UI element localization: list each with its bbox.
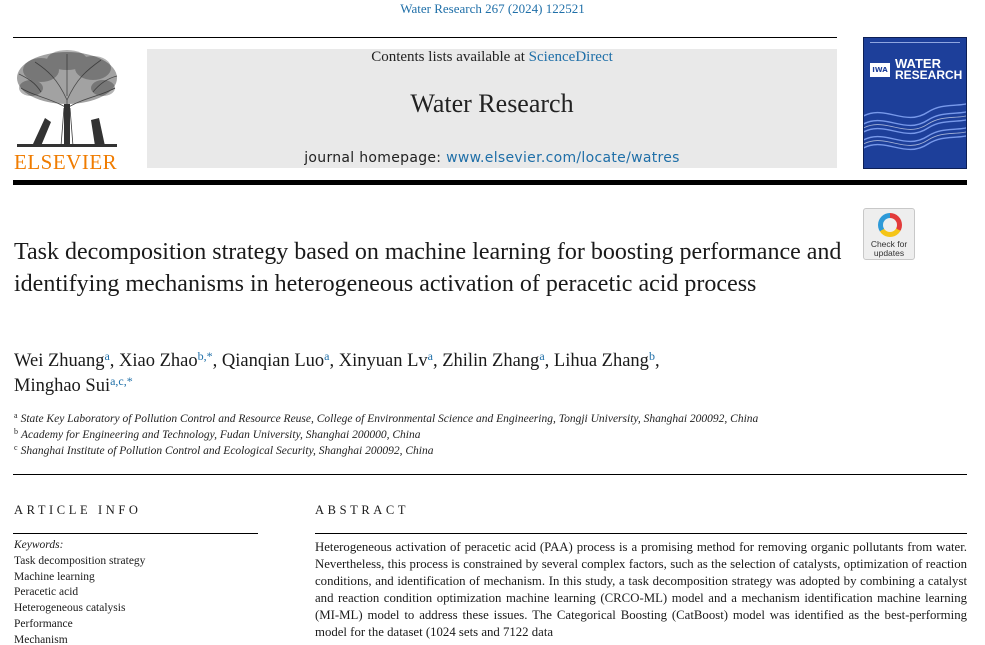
article-info-rule — [13, 533, 258, 534]
author-affil-mark[interactable]: a — [427, 349, 433, 363]
affiliation-item — [14, 427, 914, 443]
author-affil-mark[interactable]: b — [648, 349, 655, 363]
author-affil-mark[interactable]: a,c,* — [110, 374, 133, 388]
affiliation-text: State Key Laboratory of Pollution Control and Resource Reuse, College of Environmental Science and Engineering, Tongji University, Shanghai 200092, China — [20, 413, 759, 425]
author-sep: , — [212, 351, 222, 371]
author-affil-mark[interactable]: a — [539, 349, 545, 363]
journal-citation[interactable]: Water Research 267 (2024) 122521 — [400, 1, 585, 16]
affiliation-key: c — [14, 443, 18, 452]
author-name[interactable]: Qianqian Luo — [221, 351, 325, 371]
author-name[interactable]: Xiao Zhao — [119, 351, 198, 371]
badge-label — [864, 240, 914, 258]
contents-prefix: Contents lists available at — [371, 49, 529, 65]
author[interactable] — [554, 351, 660, 371]
contents-line — [147, 49, 837, 66]
affiliation-item — [14, 411, 914, 427]
keywords-label: Keywords: — [14, 539, 64, 551]
cover-top-rule — [870, 42, 960, 46]
author[interactable] — [222, 351, 339, 371]
elsevier-wordmark: ELSEVIER — [14, 150, 118, 174]
author-affil-mark[interactable]: a — [324, 349, 330, 363]
keyword-item: Mechanism — [14, 633, 68, 645]
author[interactable] — [339, 351, 442, 371]
cover-title-line1: WATER — [895, 56, 941, 71]
affiliation-key: b — [14, 427, 18, 436]
header-rule — [13, 37, 837, 38]
check-for-updates-badge[interactable] — [863, 208, 915, 260]
author[interactable] — [14, 376, 133, 396]
keyword-item: Performance — [14, 617, 73, 630]
sciencedirect-link[interactable]: ScienceDirect — [528, 49, 613, 65]
author-sep: , — [329, 351, 339, 371]
journal-name: Water Research — [410, 89, 574, 118]
author-sep: , — [109, 351, 120, 371]
affiliation-item — [14, 443, 914, 459]
author-name[interactable]: Xinyuan Lv — [338, 351, 428, 371]
journal-masthead — [147, 49, 837, 168]
iwa-logo: IWA — [870, 63, 890, 77]
abstract-rule — [315, 533, 967, 534]
author-name[interactable]: Wei Zhuang — [14, 351, 105, 371]
author[interactable] — [14, 351, 119, 371]
badge-line1: Check for — [870, 239, 908, 249]
abstract-heading: ABSTRACT — [315, 503, 410, 517]
affiliation-key: a — [14, 411, 18, 420]
author-list — [14, 349, 844, 399]
journal-homepage — [147, 150, 837, 166]
affiliation-text: Academy for Engineering and Technology, Fudan University, Shanghai 200000, China — [21, 429, 421, 441]
keyword-item: Task decomposition strategy — [14, 554, 146, 567]
homepage-link[interactable]: www.elsevier.com/locate/watres — [446, 150, 680, 166]
cover-wave-art — [864, 88, 967, 169]
keyword-item: Peracetic acid — [14, 586, 79, 599]
article-title: Task decomposition strategy based on machine learning for boosting performance and identifying mechanisms in heterogeneous activation of peracetic acid process — [14, 239, 842, 297]
keyword-item: Machine learning — [14, 570, 95, 583]
author-affil-mark[interactable]: b,* — [197, 349, 213, 363]
author-name[interactable]: Lihua Zhang — [553, 351, 649, 371]
crossmark-icon — [878, 213, 902, 237]
article-info-heading: ARTICLE INFO — [14, 503, 142, 517]
masthead-rule — [13, 180, 967, 185]
homepage-prefix: journal homepage: — [304, 150, 447, 166]
author-sep: , — [432, 351, 443, 371]
author-name[interactable]: Minghao Sui — [14, 376, 111, 396]
author-sep: , — [544, 351, 554, 371]
section-divider — [13, 474, 967, 475]
author[interactable] — [442, 351, 554, 371]
author-name[interactable]: Zhilin Zhang — [442, 351, 540, 371]
cover-title-line2: RESEARCH — [895, 68, 963, 82]
author[interactable] — [119, 351, 222, 371]
author-sep: , — [654, 351, 660, 371]
abstract-text: Heterogeneous activation of peracetic acid (PAA) process is a promising method for removing organic pollutants from water. Nevertheless, this process is constrained by several complex factors, such as the selection of catalysts, optimization of reaction conditions, and identification of mechanism. In this study, a task decomposition strategy was adopted by combining a catalyst and reaction condition optimization machine learning (CRCO-ML) model and a mechanism identification machine learning (MI-ML) model to address these issues. The Categorical Boosting (CatBoost) model was identified as the best-performing model for the dataset (1024 sets and 7122 data — [315, 540, 967, 640]
journal-cover-thumbnail[interactable] — [863, 37, 967, 169]
affiliation-text: Shanghai Institute of Pollution Control and Ecological Security, Shanghai 200092, China — [20, 445, 434, 457]
author-affil-mark[interactable]: a — [104, 349, 110, 363]
badge-line2: updates — [873, 248, 905, 258]
affiliation-list — [14, 411, 914, 459]
keywords-block — [14, 538, 145, 645]
keyword-item: Heterogeneous catalysis — [14, 602, 126, 615]
